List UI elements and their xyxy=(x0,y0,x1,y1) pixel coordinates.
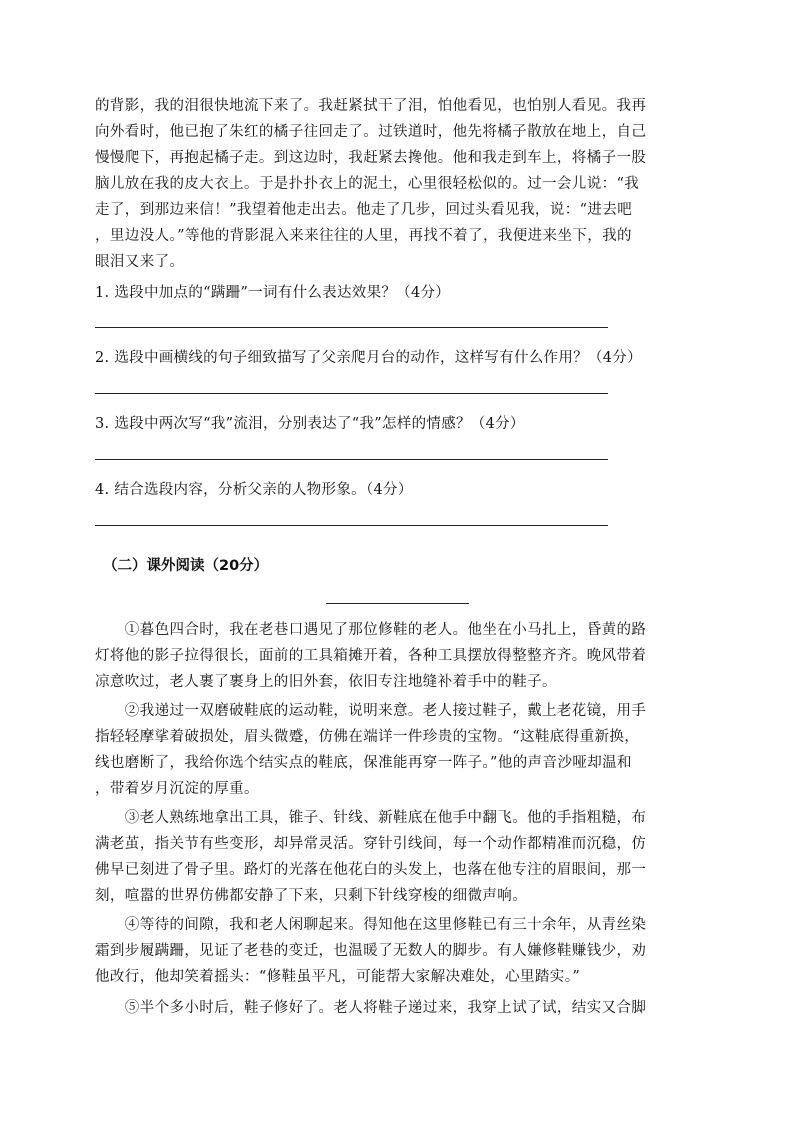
excerpt-paragraph xyxy=(95,93,700,275)
story-line: 佛早已刻进了骨子里。路灯的光落在他花白的头发上，也落在他专注的眉眼间，那一 xyxy=(95,862,647,878)
excerpt-line: 走了，到那边来信！”我望着他走出去。他走了几步，回过头看见我，说：“进去吧 xyxy=(95,202,633,218)
question-4: 4. 结合选段内容，分析父亲的人物形象。（4分） xyxy=(95,482,413,498)
story-line: ，带着岁月沉淀的厚重。 xyxy=(95,781,259,797)
story-paragraph-4 xyxy=(95,912,700,990)
story-line: 他改行，他却笑着摇头：“修鞋虽平凡，可能帮大家解决难处，心里踏实。” xyxy=(95,969,581,985)
story-line: ④等待的间隙，我和老人闲聊起来。得知他在这里修鞋已有三十余年，从青丝染 xyxy=(95,917,647,933)
excerpt-line: 慢慢爬下，再抱起橘子走。到这边时，我赶紧去搀他。他和我走到车上，将橘子一股 xyxy=(95,150,647,166)
story-line: ①暮色四合时，我在老巷口遇见了那位修鞋的老人。他坐在小马扎上，昏黄的路 xyxy=(95,622,647,638)
question-3: 3. 选段中两次写“我”流泪，分别表达了“我”怎样的情感？（4分） xyxy=(95,416,525,432)
story-line: 指轻轻摩挲着破损处，眉头微蹙，仿佛在端详一件珍贵的宝物。“这鞋底得重新换， xyxy=(95,729,640,745)
story-line: 满老茧，指关节有些变形，却异常灵活。穿针引线间，每一个动作都精准而沉稳，仿 xyxy=(95,836,647,852)
story-line: 灯将他的影子拉得很长，面前的工具箱摊开着，各种工具摆放得整整齐齐。晚风带着 xyxy=(95,648,647,664)
excerpt-line: 向外看时，他已抱了朱红的橘子往回走了。过铁道时，他先将橘子散放在地上，自己 xyxy=(95,124,647,140)
excerpt-line: ，里边没人。”等他的背影混入来来往往的人里，再找不着了，我便进来坐下，我的 xyxy=(95,228,632,244)
story-paragraph-5 xyxy=(95,995,700,1021)
answer-line-4[interactable] xyxy=(95,525,608,526)
story-title-blank[interactable] xyxy=(326,603,469,604)
excerpt-line: 眼泪又来了。 xyxy=(95,254,185,270)
story-paragraph-2 xyxy=(95,698,700,802)
story-paragraph-3 xyxy=(95,805,700,909)
story-line: 刻，喧嚣的世界仿佛都安静了下来，只剩下针线穿梭的细微声响。 xyxy=(95,888,528,904)
story-line: ⑤半个多小时后，鞋子修好了。老人将鞋子递过来，我穿上试了试，结实又合脚 xyxy=(95,1000,647,1016)
answer-line-1[interactable] xyxy=(95,327,608,328)
answer-line-2[interactable] xyxy=(95,393,608,394)
story-line: 霜到步履蹒跚，见证了老巷的变迁，也温暖了无数人的脚步。有人嫌修鞋赚钱少，劝 xyxy=(95,943,647,959)
section-title: （二）课外阅读（20分） xyxy=(103,558,269,574)
story-line: 线也磨断了，我给你选个结实点的鞋底，保准能再穿一阵子。”他的声音沙哑却温和 xyxy=(95,755,632,771)
excerpt-line: 脑儿放在我的皮大衣上。于是扑扑衣上的泥土，心里很轻松似的。过一会儿说：“我 xyxy=(95,176,640,192)
excerpt-line: 的背影，我的泪很快地流下来了。我赶紧拭干了泪，怕他看见，也怕别人看见。我再 xyxy=(95,98,647,114)
question-1: 1. 选段中加点的“蹒跚”一词有什么表达效果？（4分） xyxy=(95,285,451,301)
story-line: 凉意吹过，老人裹了裹身上的旧外套，依旧专注地缝补着手中的鞋子。 xyxy=(95,674,557,690)
story-line: ③老人熟练地拿出工具，锥子、针线、新鞋底在他手中翻飞。他的手指粗糙，布 xyxy=(95,810,647,826)
answer-line-3[interactable] xyxy=(95,459,608,460)
story-line: ②我递过一双磨破鞋底的运动鞋，说明来意。老人接过鞋子，戴上老花镜，用手 xyxy=(95,703,647,719)
question-2: 2. 选段中画横线的句子细致描写了父亲爬月台的动作，这样写有什么作用？（4分） xyxy=(95,350,642,366)
story-paragraph-1 xyxy=(95,617,700,695)
